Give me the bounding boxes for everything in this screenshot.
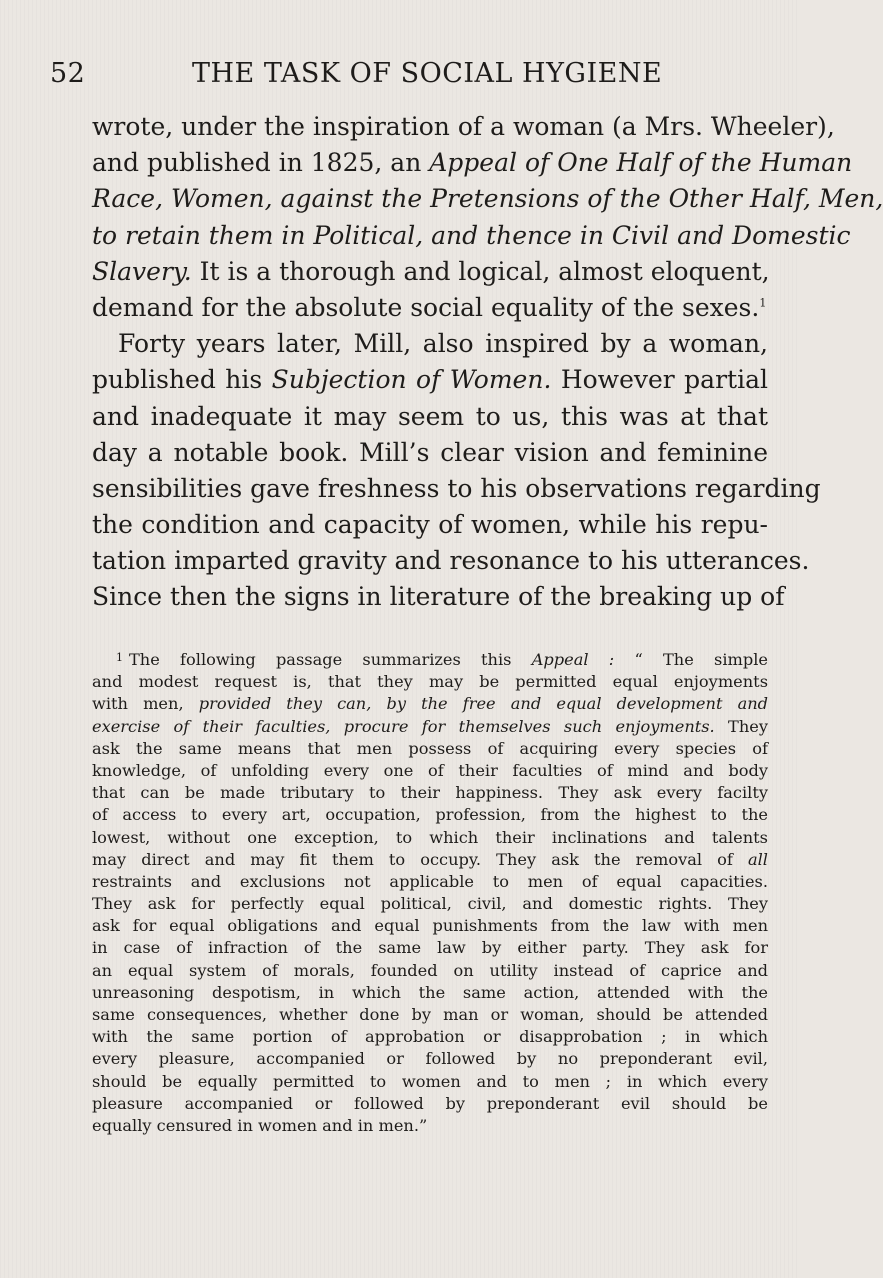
text-line: Forty years later, Mill, also inspired by a woman, <box>118 329 768 359</box>
footnote-line: $^1$ The following passage summarizes this Appeal : “ The simple <box>116 650 769 669</box>
text-line: Race, Women, against the Pretensions of the Other Half, Men, <box>92 184 883 214</box>
footnote-line: knowledge, of unfolding every one of their faculties of mind and body <box>92 760 768 780</box>
text-line: wrote, under the inspiration of a woman (a Mrs. Wheeler), <box>92 112 835 141</box>
footnote-line: They ask for perfectly equal political, civil, and domestic rights. They <box>92 894 768 914</box>
text-line: the condition and capacity of women, while his repu- <box>92 510 768 540</box>
footnote-line: with the same portion of approbation or disapprobation ; in which <box>92 1027 768 1047</box>
text-line: and published in 1825, an Appeal of One Half of the Human <box>92 148 853 178</box>
text-line: Slavery. It is a thorough and logical, almost eloquent, <box>92 256 770 286</box>
text-line: day a notable book. Mill’s clear vision and feminine <box>92 437 768 467</box>
footnote-marker: 1 <box>116 651 123 664</box>
footnote-reference: 1 <box>759 296 767 310</box>
footnote-line: lowest, without one exception, to which their inclinations and talents <box>92 827 768 847</box>
footnote-line: every pleasure, accompanied or followed by no preponderant evil, <box>92 1049 768 1069</box>
text-line: tation imparted gravity and resonance to his utterances. <box>92 546 810 576</box>
footnote-line: with men, provided they can, by the free and equal development and <box>92 694 769 714</box>
footnote <box>92 649 768 1137</box>
text-line: sensibilities gave freshness to his observations regarding <box>92 473 821 503</box>
footnote-line: pleasure accompanied or followed by preponderant evil should be <box>92 1093 768 1113</box>
footnote-line: should be equally permitted to women and to men ; in which every <box>92 1071 768 1091</box>
footnote-line: of access to every art, occupation, profession, from the highest to the <box>92 805 768 825</box>
text-line: and inadequate it may seem to us, this was at that <box>92 401 768 431</box>
footnote-line: ask for equal obligations and equal punishments from the law with men <box>92 916 768 936</box>
footnote-line: that can be made tributary to their happiness. They ask every facilty <box>92 783 768 803</box>
footnote-line: restraints and exclusions not applicable to men of equal capacities. <box>92 871 768 891</box>
footnote-line: an equal system of morals, founded on utility instead of caprice and <box>92 960 768 980</box>
footnote-line: exercise of their faculties, procure for themselves such enjoyments. They <box>92 716 769 736</box>
body-text <box>92 109 883 616</box>
book-title: THE TASK OF SOCIAL HYGIENE <box>192 58 663 89</box>
text-line: published his Subjection of Women. However partial <box>92 365 768 395</box>
footnote-line: in case of infraction of the same law by either party. They ask for <box>92 938 768 958</box>
footnote-line: equally censured in women and in men.” <box>92 1115 428 1135</box>
footnote-line: same consequences, whether done by man or woman, should be attended <box>92 1005 768 1024</box>
footnote-line: ask the same means that men possess of acquiring every species of <box>92 738 768 758</box>
text-line: Since then the signs in literature of the breaking up of <box>92 582 785 612</box>
text-line: to retain them in Political, and thence in Civil and Domestic <box>92 220 851 250</box>
footnote-line: and modest request is, that they may be permitted equal enjoyments <box>92 672 768 692</box>
page-number: 52 <box>50 58 86 89</box>
footnote-line: unreasoning despotism, in which the same action, attended with the <box>92 982 768 1002</box>
footnote-line: may direct and may fit them to occupy. They ask the removal of all <box>92 849 768 869</box>
running-head <box>50 58 770 98</box>
text-line: demand for the absolute social equality of the sexes.$^1$ <box>92 292 767 322</box>
